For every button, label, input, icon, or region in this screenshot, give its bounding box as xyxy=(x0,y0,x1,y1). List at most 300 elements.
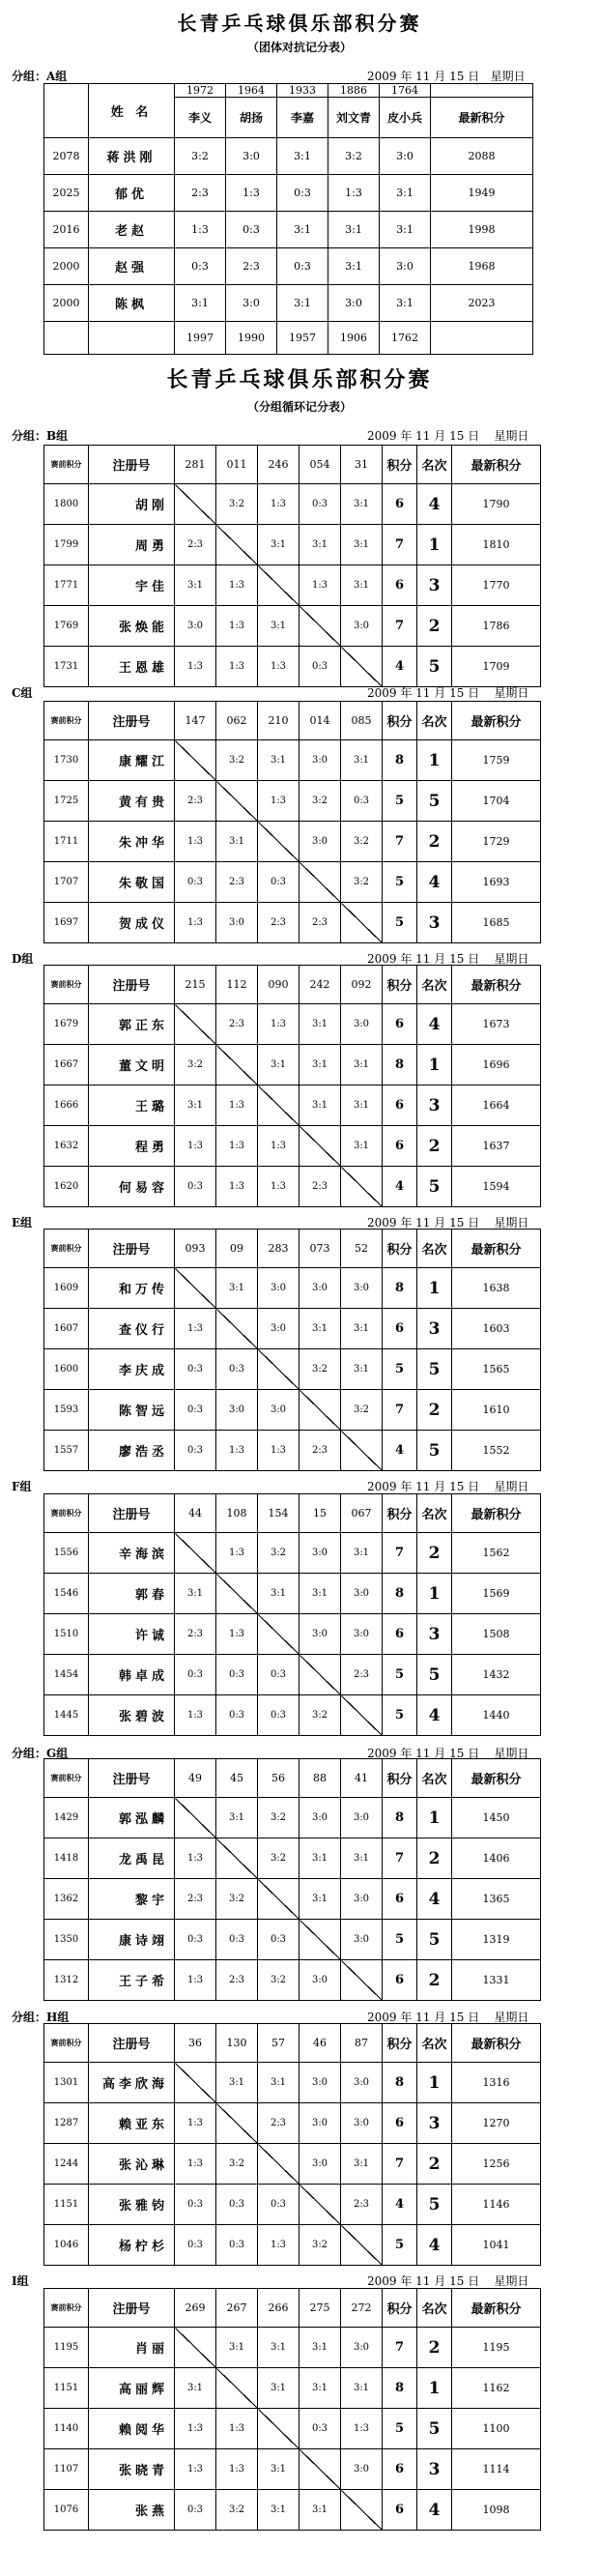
corner-cell xyxy=(44,84,89,138)
match-result: 1:3 xyxy=(175,822,216,862)
rank: 1 xyxy=(417,740,452,781)
opponent-post-score: 1957 xyxy=(277,322,328,355)
rank: 1 xyxy=(417,2368,452,2409)
points: 8 xyxy=(383,2368,417,2409)
reg-no: 054 xyxy=(300,446,341,484)
team-player-row xyxy=(44,285,533,322)
reg-no: 88 xyxy=(300,1759,341,1798)
points-header: 积分 xyxy=(383,2024,417,2063)
rank-header: 名次 xyxy=(417,2024,452,2063)
match-result: 3:0 xyxy=(341,2063,383,2103)
pre-score-header: 赛前积分 xyxy=(44,1230,89,1268)
pre-score-header: 赛前积分 xyxy=(44,2024,89,2063)
team-header-row xyxy=(44,84,533,98)
rank: 3 xyxy=(417,565,452,606)
team-score-table xyxy=(43,83,533,355)
reg-no: 108 xyxy=(216,1494,258,1533)
match-result: 3:0 xyxy=(300,2063,341,2103)
rank: 3 xyxy=(417,1085,452,1126)
group-date: 2009 年 11 月 15 日 星期日 xyxy=(367,686,529,700)
self-match-cell xyxy=(258,1349,300,1390)
match-result: 3:1 xyxy=(258,2063,300,2103)
match-result: 1:3 xyxy=(216,1533,258,1574)
points: 7 xyxy=(383,1390,417,1431)
rank: 4 xyxy=(417,862,452,903)
group-player-row xyxy=(44,606,541,647)
match-result: 3:1 xyxy=(258,2449,300,2490)
pre-score: 1312 xyxy=(44,1960,89,2001)
pre-score: 2000 xyxy=(44,285,89,322)
player-name: 郭春 xyxy=(89,1574,175,1614)
opponent-name: 李义 xyxy=(175,98,226,138)
group-header-row xyxy=(44,1759,541,1798)
match-result: 3:2 xyxy=(258,1838,300,1879)
match-result: 3:1 xyxy=(277,285,328,322)
match-result: 0:3 xyxy=(175,1920,216,1960)
reg-no: 090 xyxy=(258,966,300,1004)
self-match-cell xyxy=(341,1960,383,2001)
match-result: 3:1 xyxy=(300,2490,341,2531)
group-player-row xyxy=(44,2368,541,2409)
match-result: 3:0 xyxy=(341,1004,383,1045)
match-result: 2:3 xyxy=(226,248,277,285)
player-name: 胡刚 xyxy=(89,484,175,525)
self-match-cell xyxy=(300,2449,341,2490)
self-match-cell xyxy=(300,1920,341,1960)
match-result: 0:3 xyxy=(175,2225,216,2266)
player-name: 陈智远 xyxy=(89,1390,175,1431)
group-date: 2009 年 11 月 15 日 星期日 xyxy=(367,2274,529,2288)
match-result: 3:0 xyxy=(216,1390,258,1431)
player-name: 辛海滨 xyxy=(89,1533,175,1574)
match-result: 3:0 xyxy=(341,1268,383,1309)
reg-no: 15 xyxy=(300,1494,341,1533)
match-result: 3:1 xyxy=(216,2328,258,2368)
new-score: 1949 xyxy=(431,175,533,212)
match-result: 1:3 xyxy=(258,647,300,687)
group-score-table xyxy=(43,445,541,687)
opponent-name: 皮小兵 xyxy=(380,98,431,138)
match-result: 3:0 xyxy=(300,1533,341,1574)
match-result: 1:3 xyxy=(216,606,258,647)
match-result: 3:2 xyxy=(328,138,380,175)
reg-no: 067 xyxy=(341,1494,383,1533)
group-weekday: 星期日 xyxy=(494,1480,529,1493)
reg-no: 45 xyxy=(216,1759,258,1798)
points: 5 xyxy=(383,1695,417,1736)
match-result: 0:3 xyxy=(216,2185,258,2225)
group-player-row xyxy=(44,1268,541,1309)
group-header-row xyxy=(44,966,541,1004)
match-result: 1:3 xyxy=(226,175,277,212)
points-header: 积分 xyxy=(383,1494,417,1533)
points: 6 xyxy=(383,1004,417,1045)
match-result: 1:3 xyxy=(258,1431,300,1471)
player-name: 张雅钧 xyxy=(89,2185,175,2225)
player-name: 何易容 xyxy=(89,1167,175,1207)
rank-header: 名次 xyxy=(417,446,452,484)
rank-header: 名次 xyxy=(417,966,452,1004)
pre-score: 1362 xyxy=(44,1879,89,1920)
match-result: 1:3 xyxy=(175,2449,216,2490)
opponent-post-score: 1906 xyxy=(328,322,380,355)
group-player-row xyxy=(44,2225,541,2266)
self-match-cell xyxy=(300,1655,341,1695)
pre-score: 1445 xyxy=(44,1695,89,1736)
group-player-row xyxy=(44,1920,541,1960)
group-label: 分组：H组 xyxy=(12,2011,70,2024)
self-match-cell xyxy=(258,1879,300,1920)
pre-score: 2016 xyxy=(44,212,89,248)
rank: 4 xyxy=(417,1879,452,1920)
points: 7 xyxy=(383,606,417,647)
match-result: 1:3 xyxy=(216,1085,258,1126)
self-match-cell xyxy=(341,1431,383,1471)
opponent-pre-score: 1886 xyxy=(328,84,380,98)
new-score: 1319 xyxy=(452,1920,541,1960)
new-score: 1786 xyxy=(452,606,541,647)
match-result: 1:3 xyxy=(175,2409,216,2449)
rank: 1 xyxy=(417,1798,452,1838)
match-result: 0:3 xyxy=(175,1431,216,1471)
points: 5 xyxy=(383,1920,417,1960)
self-match-cell xyxy=(258,1614,300,1655)
group-score-table xyxy=(43,1229,541,1471)
rank: 3 xyxy=(417,1309,452,1349)
group-player-row xyxy=(44,1838,541,1879)
group-header-row xyxy=(44,446,541,484)
match-result: 3:1 xyxy=(258,2368,300,2409)
pre-score: 1666 xyxy=(44,1085,89,1126)
new-score: 1562 xyxy=(452,1533,541,1574)
player-name: 董文明 xyxy=(89,1045,175,1085)
match-result: 1:3 xyxy=(216,1614,258,1655)
match-result: 3:1 xyxy=(341,740,383,781)
new-score: 1709 xyxy=(452,647,541,687)
reg-no: 09 xyxy=(216,1230,258,1268)
reg-no: 242 xyxy=(300,966,341,1004)
match-result: 2:3 xyxy=(216,862,258,903)
match-result: 1:3 xyxy=(216,1431,258,1471)
match-result: 3:2 xyxy=(341,1390,383,1431)
reg-no: 210 xyxy=(258,702,300,740)
rank: 1 xyxy=(417,1045,452,1085)
group-date: 2009 年 11 月 15 日 星期日 xyxy=(367,952,529,966)
new-score: 1696 xyxy=(452,1045,541,1085)
group-label: C组 xyxy=(12,686,33,700)
new-score: 1450 xyxy=(452,1798,541,1838)
match-result: 3:1 xyxy=(341,525,383,565)
match-result: 3:0 xyxy=(258,1390,300,1431)
blank-cell xyxy=(431,84,533,98)
match-result: 3:1 xyxy=(300,1309,341,1349)
match-result: 2:3 xyxy=(341,1655,383,1695)
self-match-cell xyxy=(175,2328,216,2368)
match-result: 3:0 xyxy=(300,1614,341,1655)
match-result: 3:0 xyxy=(380,138,431,175)
player-name: 陈枫 xyxy=(89,285,175,322)
points: 8 xyxy=(383,1798,417,1838)
match-result: 3:0 xyxy=(328,285,380,322)
player-name: 贺成仪 xyxy=(89,903,175,943)
pre-score: 1711 xyxy=(44,822,89,862)
opponent-pre-score: 1972 xyxy=(175,84,226,98)
group-player-row xyxy=(44,1390,541,1431)
match-result: 1:3 xyxy=(258,484,300,525)
player-name: 周勇 xyxy=(89,525,175,565)
self-match-cell xyxy=(258,565,300,606)
match-result: 3:1 xyxy=(300,1879,341,1920)
self-match-cell xyxy=(216,1309,258,1349)
pre-score: 1046 xyxy=(44,2225,89,2266)
pre-score-header: 赛前积分 xyxy=(44,1494,89,1533)
team-weekday: 星期日 xyxy=(490,70,526,83)
player-name: 郁优 xyxy=(89,175,175,212)
points: 6 xyxy=(383,565,417,606)
points: 5 xyxy=(383,1655,417,1695)
new-score: 1810 xyxy=(452,525,541,565)
team-footer-row xyxy=(44,322,533,355)
group-header-row xyxy=(44,1494,541,1533)
match-result: 1:3 xyxy=(216,2449,258,2490)
reg-no: 41 xyxy=(341,1759,383,1798)
match-result: 3:0 xyxy=(341,1798,383,1838)
team-date: 2009 年 11 月 15 日 星期日 xyxy=(367,70,526,83)
group-date: 2009 年 11 月 15 日 星期日 xyxy=(367,1747,529,1760)
match-result: 3:1 xyxy=(341,1838,383,1879)
player-name: 宇佳 xyxy=(89,565,175,606)
rank: 2 xyxy=(417,1960,452,2001)
player-name: 韩卓成 xyxy=(89,1655,175,1695)
self-match-cell xyxy=(258,2144,300,2185)
match-result: 3:2 xyxy=(258,1533,300,1574)
group-score-table xyxy=(43,1493,541,1736)
points: 6 xyxy=(383,2103,417,2144)
player-name: 张燕 xyxy=(89,2490,175,2531)
pre-score: 1151 xyxy=(44,2368,89,2409)
new-score: 1610 xyxy=(452,1390,541,1431)
reg-no: 52 xyxy=(341,1230,383,1268)
match-result: 0:3 xyxy=(277,175,328,212)
new-score: 1508 xyxy=(452,1614,541,1655)
self-match-cell xyxy=(216,525,258,565)
match-result: 0:3 xyxy=(175,2490,216,2531)
self-match-cell xyxy=(175,1533,216,1574)
pre-score: 1418 xyxy=(44,1838,89,1879)
match-result: 1:3 xyxy=(175,903,216,943)
match-result: 0:3 xyxy=(300,2409,341,2449)
match-result: 3:1 xyxy=(300,2368,341,2409)
self-match-cell xyxy=(216,2368,258,2409)
points: 7 xyxy=(383,1533,417,1574)
reg-no-header: 注册号 xyxy=(89,2289,175,2328)
self-match-cell xyxy=(300,1126,341,1167)
team-player-row xyxy=(44,212,533,248)
new-score-header: 最新积分 xyxy=(452,2289,541,2328)
points-header: 积分 xyxy=(383,2289,417,2328)
rank-header: 名次 xyxy=(417,2289,452,2328)
self-match-cell xyxy=(300,2185,341,2225)
pre-score: 1697 xyxy=(44,903,89,943)
match-result: 1:3 xyxy=(175,1960,216,2001)
match-result: 3:1 xyxy=(258,525,300,565)
rank: 2 xyxy=(417,2144,452,2185)
match-result: 2:3 xyxy=(258,2103,300,2144)
reg-no: 269 xyxy=(175,2289,216,2328)
match-result: 1:3 xyxy=(175,2103,216,2144)
reg-no: 56 xyxy=(258,1759,300,1798)
match-result: 3:1 xyxy=(258,740,300,781)
name-header: 姓 名 xyxy=(89,84,175,138)
blank-cell xyxy=(44,322,89,355)
group-player-row xyxy=(44,1695,541,1736)
pre-score-header: 赛前积分 xyxy=(44,966,89,1004)
match-result: 0:3 xyxy=(216,2225,258,2266)
group-player-row xyxy=(44,647,541,687)
rank: 4 xyxy=(417,484,452,525)
pre-score: 1620 xyxy=(44,1167,89,1207)
pre-score: 2078 xyxy=(44,138,89,175)
rank: 2 xyxy=(417,1126,452,1167)
player-name: 黄有贵 xyxy=(89,781,175,822)
rank: 2 xyxy=(417,822,452,862)
pre-score: 1769 xyxy=(44,606,89,647)
group-player-row xyxy=(44,2185,541,2225)
reg-no: 266 xyxy=(258,2289,300,2328)
match-result: 3:0 xyxy=(341,606,383,647)
match-result: 3:0 xyxy=(341,2103,383,2144)
points: 7 xyxy=(383,1838,417,1879)
player-name: 杨柠杉 xyxy=(89,2225,175,2266)
points: 8 xyxy=(383,2063,417,2103)
new-score: 2088 xyxy=(431,138,533,175)
pre-score: 1557 xyxy=(44,1431,89,1471)
group-header-row xyxy=(44,2024,541,2063)
points: 4 xyxy=(383,1431,417,1471)
self-match-cell xyxy=(175,1004,216,1045)
new-score: 1759 xyxy=(452,740,541,781)
reg-no: 011 xyxy=(216,446,258,484)
pre-score: 1667 xyxy=(44,1045,89,1085)
group-player-row xyxy=(44,1045,541,1085)
match-result: 3:1 xyxy=(300,525,341,565)
match-result: 3:2 xyxy=(341,822,383,862)
new-score: 1256 xyxy=(452,2144,541,2185)
pre-score: 1287 xyxy=(44,2103,89,2144)
match-result: 3:2 xyxy=(300,1695,341,1736)
reg-no: 272 xyxy=(341,2289,383,2328)
rank: 4 xyxy=(417,2225,452,2266)
team-player-row xyxy=(44,138,533,175)
points: 8 xyxy=(383,1574,417,1614)
rank: 5 xyxy=(417,1431,452,1471)
points: 4 xyxy=(383,2185,417,2225)
match-result: 3:2 xyxy=(216,2490,258,2531)
match-result: 3:2 xyxy=(341,862,383,903)
group-label: F组 xyxy=(12,1480,32,1493)
match-result: 3:2 xyxy=(300,2225,341,2266)
match-result: 3:1 xyxy=(216,2063,258,2103)
group-score-table xyxy=(43,2288,541,2531)
match-result: 3:1 xyxy=(216,822,258,862)
team-player-row xyxy=(44,248,533,285)
match-result: 3:2 xyxy=(258,1798,300,1838)
match-result: 3:0 xyxy=(341,2328,383,2368)
reg-no: 085 xyxy=(341,702,383,740)
rank-header: 名次 xyxy=(417,702,452,740)
new-score: 1406 xyxy=(452,1838,541,1879)
new-score: 1637 xyxy=(452,1126,541,1167)
self-match-cell xyxy=(175,1268,216,1309)
match-result: 0:3 xyxy=(258,1655,300,1695)
match-result: 1:3 xyxy=(258,1004,300,1045)
match-result: 3:0 xyxy=(300,2144,341,2185)
reg-no-header: 注册号 xyxy=(89,1759,175,1798)
points: 6 xyxy=(383,2490,417,2531)
match-result: 3:0 xyxy=(380,248,431,285)
match-result: 2:3 xyxy=(175,525,216,565)
match-result: 3:2 xyxy=(216,1879,258,1920)
group-date: 2009 年 11 月 15 日 星期日 xyxy=(367,429,529,443)
pre-score: 1350 xyxy=(44,1920,89,1960)
match-result: 3:1 xyxy=(341,1045,383,1085)
group-weekday: 星期日 xyxy=(494,1747,529,1760)
points: 6 xyxy=(383,2449,417,2490)
player-name: 和万传 xyxy=(89,1268,175,1309)
reg-no: 275 xyxy=(300,2289,341,2328)
match-result: 3:1 xyxy=(300,1004,341,1045)
group-date: 2009 年 11 月 15 日 星期日 xyxy=(367,2011,529,2024)
group-score-table xyxy=(43,965,541,1207)
player-name: 赵强 xyxy=(89,248,175,285)
rank: 4 xyxy=(417,1695,452,1736)
match-result: 2:3 xyxy=(300,903,341,943)
reg-no: 215 xyxy=(175,966,216,1004)
match-result: 1:3 xyxy=(216,565,258,606)
new-score: 1270 xyxy=(452,2103,541,2144)
points: 6 xyxy=(383,484,417,525)
self-match-cell xyxy=(175,1798,216,1838)
group-player-row xyxy=(44,2144,541,2185)
new-score: 1968 xyxy=(431,248,533,285)
group-label: 分组：B组 xyxy=(12,429,69,443)
match-result: 0:3 xyxy=(258,862,300,903)
new-score: 1638 xyxy=(452,1268,541,1309)
rank: 5 xyxy=(417,2409,452,2449)
match-result: 3:1 xyxy=(277,212,328,248)
opponent-post-score: 1997 xyxy=(175,322,226,355)
self-match-cell xyxy=(300,1390,341,1431)
group-date: 2009 年 11 月 15 日 星期日 xyxy=(367,1480,529,1493)
group-score-table xyxy=(43,2023,541,2266)
match-result: 3:1 xyxy=(300,1085,341,1126)
self-match-cell xyxy=(216,1574,258,1614)
group-header-row xyxy=(44,1230,541,1268)
new-score: 1594 xyxy=(452,1167,541,1207)
new-score-header: 最新积分 xyxy=(452,966,541,1004)
group-player-row xyxy=(44,565,541,606)
match-result: 3:2 xyxy=(300,1349,341,1390)
points: 6 xyxy=(383,1614,417,1655)
match-result: 3:1 xyxy=(380,285,431,322)
self-match-cell xyxy=(175,484,216,525)
match-result: 3:0 xyxy=(226,138,277,175)
pre-score: 1593 xyxy=(44,1390,89,1431)
self-match-cell xyxy=(175,2063,216,2103)
match-result: 2:3 xyxy=(216,1004,258,1045)
match-result: 1:3 xyxy=(258,2225,300,2266)
group-player-row xyxy=(44,1655,541,1695)
